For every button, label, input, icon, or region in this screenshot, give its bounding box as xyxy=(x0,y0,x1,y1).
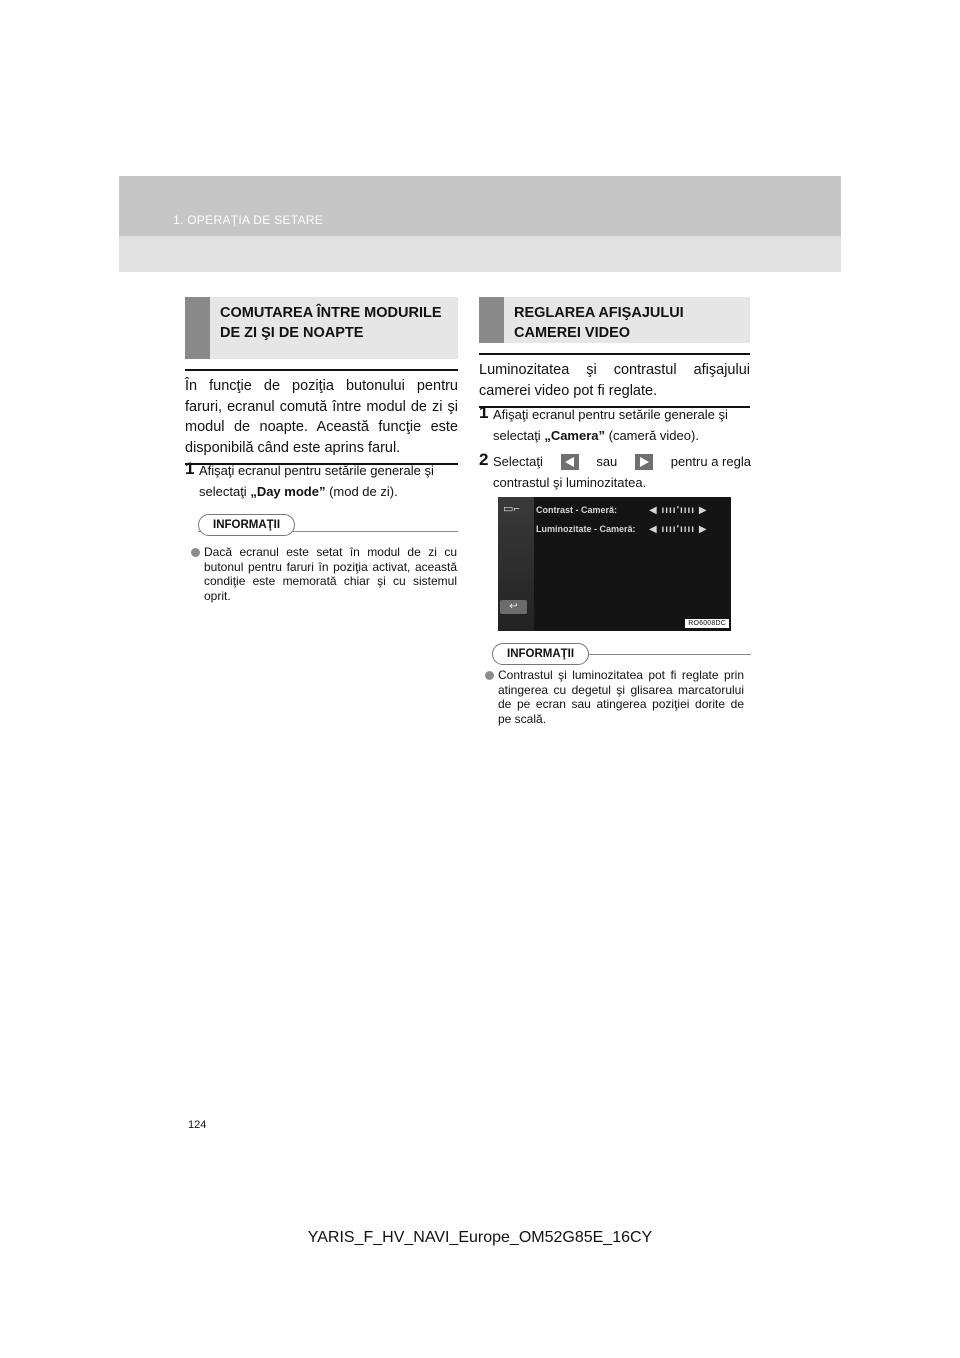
section-heading-bar xyxy=(479,297,504,343)
info-bullet xyxy=(498,668,744,726)
step-text-adjust-1: pentru a regla xyxy=(670,454,751,469)
intro-box-day-night: În funcţie de poziţia butonului pentru faruri, ecranul comută între modul de zi şi modul de noapte. Această funcţie este disponibilă când este aprins farul. xyxy=(185,369,458,465)
contrast-slider: ◀ ıııı'ıııı ▶ xyxy=(649,505,708,516)
breadcrumb: 1. OPERAŢIA DE SETARE xyxy=(173,213,324,227)
figure-code: RO6008DC xyxy=(685,619,729,628)
step-number: 1 xyxy=(479,403,489,422)
step-text: Afişaţi ecranul pentru setările generale şi selectaţi xyxy=(199,463,434,499)
step-text-adjust-2: contrastul şi luminozitatea. xyxy=(493,475,647,490)
section-heading-bar xyxy=(185,297,210,359)
contrast-label: Contrast - Cameră: xyxy=(536,505,618,515)
camera-icon: ▭⌐ xyxy=(503,503,520,515)
footer-document-code: YARIS_F_HV_NAVI_Europe_OM52G85E_16CY xyxy=(307,1229,653,1246)
step-bold-option: „Day mode” xyxy=(250,484,326,499)
contrast-row xyxy=(534,503,724,518)
left-arrow-button-icon xyxy=(561,454,579,470)
step-text-end: (cameră video). xyxy=(605,428,699,443)
info-text: Contrastul şi luminozitatea pot fi reglate prin atingerea cu degetul şi glisarea marcatorului de pe ecran sau atingerea poziţiei dorite de pe scală. xyxy=(498,668,744,726)
step-text-end: (mod de zi). xyxy=(325,484,398,499)
section-title: COMUTAREA ÎNTRE MODURILE DE ZI ŞI DE NOAPTE xyxy=(220,305,442,341)
step-text-select: Selectaţi xyxy=(493,454,543,469)
section-title: REGLAREA AFIŞAJULUI CAMEREI VIDEO xyxy=(514,305,684,341)
brightness-row xyxy=(534,522,724,537)
header-inner xyxy=(119,176,841,236)
bullet-dot-icon xyxy=(485,671,494,680)
page-number: 124 xyxy=(188,1119,207,1131)
camera-settings-screenshot xyxy=(498,497,731,631)
info-text: Dacă ecranul este setat în modul de zi cu butonul pentru faruri în poziţia activat, această condiţie este memorată chiar şi cu sistemul oprit. xyxy=(204,545,457,603)
section-heading-camera xyxy=(479,297,750,343)
brightness-label: Luminozitate - Cameră: xyxy=(536,524,636,534)
step-2-line-1 xyxy=(493,451,751,472)
bullet-dot-icon xyxy=(191,548,200,557)
intro-box-camera: Luminozitatea şi contrastul afişajului camerei video pot fi reglate. xyxy=(479,353,750,408)
step-1-day-mode xyxy=(185,459,459,502)
step-number: 2 xyxy=(479,450,489,469)
return-icon: ↩ xyxy=(500,600,527,614)
step-text-or: sau xyxy=(596,454,618,469)
info-label: INFORMAŢII xyxy=(492,643,589,665)
step-bold-option: „Camera” xyxy=(544,428,606,443)
brightness-slider: ◀ ıııı'ıııı ▶ xyxy=(649,524,708,535)
step-1-camera xyxy=(479,403,751,446)
right-arrow-button-icon xyxy=(635,454,653,470)
info-label: INFORMAŢII xyxy=(198,514,295,536)
step-2-adjust xyxy=(479,450,751,493)
header-band xyxy=(119,176,841,272)
section-heading-day-night xyxy=(185,297,458,359)
step-text: Afişaţi ecranul pentru setările generale şi selectaţi xyxy=(493,407,728,443)
step-number: 1 xyxy=(185,459,195,478)
info-bullet xyxy=(204,545,457,603)
